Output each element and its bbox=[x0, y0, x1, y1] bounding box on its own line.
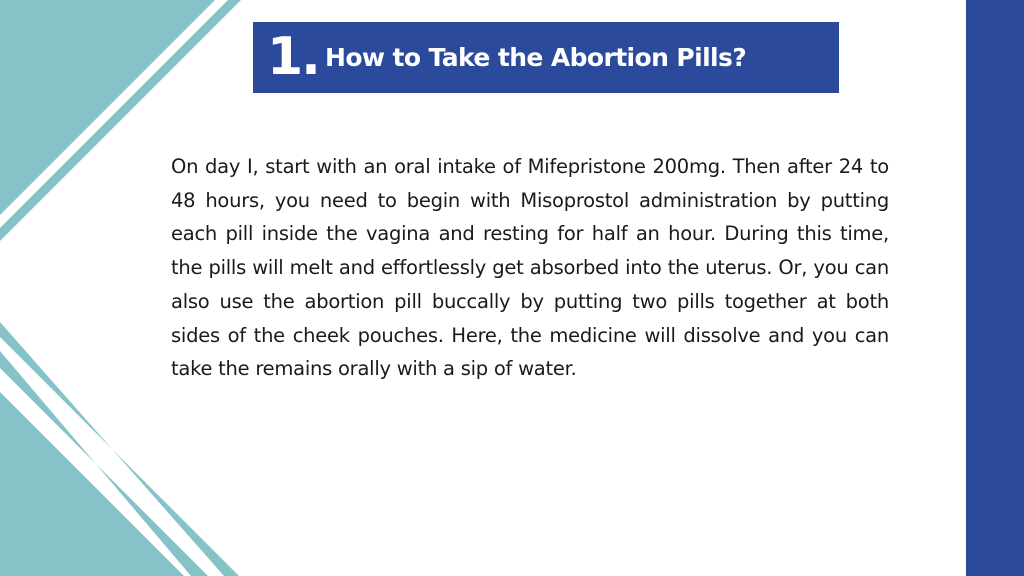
body-paragraph: On day I, start with an oral intake of Mifepristone 200mg. Then after 24 to 48 hours, you need to begin with Misoprostol administration by putting each pill inside the vagina and resting for half an hour. During this time, the pills will melt and effortlessly get absorbed into the uterus. Or, you can also use the abortion pill buccally by putting two pills together at both sides of the cheek pouches. Here, the medicine will dissolve and you can take the remains orally with a sip of water. bbox=[171, 155, 889, 381]
heading-number: 1. bbox=[267, 27, 319, 87]
heading-banner bbox=[253, 22, 839, 93]
right-accent-bar bbox=[966, 0, 1024, 576]
heading-title: How to Take the Abortion Pills? bbox=[325, 43, 747, 72]
teal-stripe-bottom-large bbox=[0, 392, 184, 576]
